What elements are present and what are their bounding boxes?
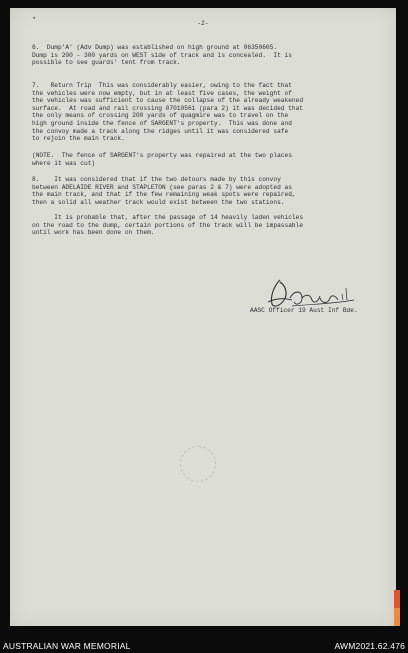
paragraph-8: 8. It was considered that if the two detours made by this convoy between ADELAIDE RIVER and STAPLETON (see paras 2 & 7) were adopted as the main track, and that if the few remaining weak spots were repaired, then a solid all weather track would exist between the two stations. <box>32 176 296 206</box>
tab-orange <box>394 608 400 626</box>
tab-red <box>394 590 400 608</box>
footer-institution: AUSTRALIAN WAR MEMORIAL <box>3 641 131 651</box>
corner-mark: * <box>32 17 37 25</box>
handwritten-signature <box>262 276 358 310</box>
faint-stamp <box>180 446 216 482</box>
closing-paragraph: It is probable that, after the passage of 14 heavily laden vehicles on the road to the dump, certain portions of the track will be impassable until work has been done on them. <box>32 214 304 237</box>
note-paragraph: (NOTE. The fence of SARGENT's property was repaired at the two places where it was cut) <box>32 152 292 167</box>
footer-accession-number: AWM2021.62.476 <box>334 641 405 651</box>
archive-footer <box>0 640 408 653</box>
signature-title: AASC Officer 19 Aust Inf Bde. <box>250 307 358 314</box>
paragraph-6: 6. Dump'A' (Adv Dump) was established on high ground at 06350605. Dump is 200 - 300 yards on WEST side of track and is concealed. It is possible to see guards' tent from track. <box>32 44 292 67</box>
paragraph-7: 7. Return Trip This was considerably easier, owing to the fact that the vehicles were now empty, but in at least five cases, the weight of the vehicles was sufficient to cause the collapse of the already weakened surface. At road and rail crossing 07010561 (para 2) it was decided that the only means of crossing 200 yards of quagmire was to travel on the high ground inside the fence of SARGENT's property. This was done and the convoy made a track along the ridges until it was considered safe to rejoin the main track. <box>32 82 304 143</box>
document-page <box>10 8 396 626</box>
document-body <box>10 8 396 626</box>
page-number: -2- <box>197 20 209 27</box>
colour-tabs <box>394 590 400 626</box>
